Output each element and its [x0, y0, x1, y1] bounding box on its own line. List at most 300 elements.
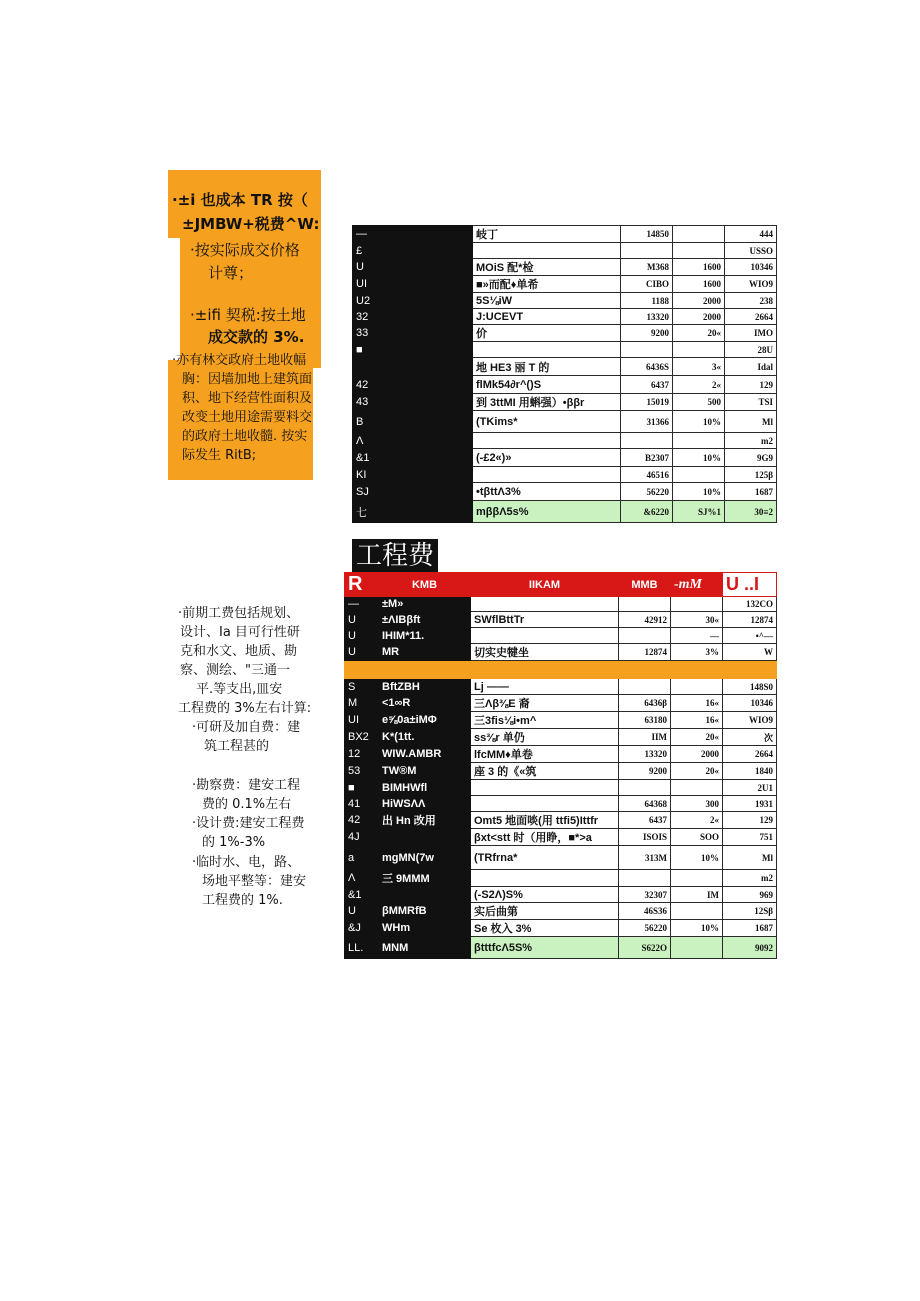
cell-n3: WIO9 — [725, 276, 777, 293]
table-row — [345, 937, 777, 959]
highlight-cell — [345, 661, 379, 679]
cell-c0: U2 — [353, 293, 389, 309]
cell-n2: 10% — [671, 846, 723, 870]
cell-n3: 次 — [723, 729, 777, 746]
cell-c2 — [473, 243, 621, 259]
cell-n2: 2000 — [673, 293, 725, 309]
cell-n2 — [671, 903, 723, 920]
table-row — [345, 870, 777, 887]
note-mid-b2a: ·勘察费：建安工程 — [192, 778, 301, 793]
cell-c2 — [471, 796, 619, 812]
cell-n1: 46S36 — [619, 903, 671, 920]
cell-c1: BIMHWfl — [379, 780, 471, 796]
cell-c2: mββΛ5s% — [473, 501, 621, 523]
cell-n2: 3% — [671, 644, 723, 661]
table-row — [345, 903, 777, 920]
cell-c0 — [353, 358, 389, 376]
note-item1-a: ·按实际成交价格 — [190, 241, 300, 259]
cell-n3: m2 — [725, 433, 777, 449]
cell-n1: 9200 — [619, 763, 671, 780]
cell-n3: 10346 — [723, 695, 777, 712]
cell-c2: 切实史犍坐 — [471, 644, 619, 661]
cell-n1: IIM — [619, 729, 671, 746]
note-item3-b: 胸：因墙加地上建筑面 — [182, 372, 313, 387]
table-row — [345, 679, 777, 695]
table-row — [345, 612, 777, 628]
cell-c1 — [389, 293, 473, 309]
cell-n1: 13320 — [621, 309, 673, 325]
cell-c2: 价 — [473, 325, 621, 342]
cell-c1 — [389, 276, 473, 293]
cell-c1: <1∞R — [379, 695, 471, 712]
table-row — [353, 325, 777, 342]
table-row — [353, 376, 777, 394]
cell-c1 — [389, 259, 473, 276]
cell-c2: (-£2«)» — [473, 449, 621, 467]
cell-c0: a — [345, 846, 379, 870]
cell-n2: — — [671, 628, 723, 644]
cell-c0: U — [345, 612, 379, 628]
cell-c0: UI — [353, 276, 389, 293]
cell-c0: 12 — [345, 746, 379, 763]
land-cost-table — [352, 225, 777, 523]
cell-c0: 43 — [353, 394, 389, 411]
cell-n3: USSO — [725, 243, 777, 259]
cell-c2 — [473, 467, 621, 483]
cell-c1 — [389, 358, 473, 376]
header-c2: IIKAM — [471, 573, 619, 597]
cell-n2 — [673, 342, 725, 358]
cell-c0: B — [353, 411, 389, 433]
table-row — [345, 920, 777, 937]
cell-c1: WHm — [379, 920, 471, 937]
cell-c0: UI — [345, 712, 379, 729]
cell-n3: 10346 — [725, 259, 777, 276]
header-n3: U ..I — [723, 573, 777, 597]
cell-n3: 2664 — [723, 746, 777, 763]
note-box-notch — [168, 238, 180, 360]
table-row — [345, 729, 777, 746]
cell-c2: 实后曲第 — [471, 903, 619, 920]
note-line1: ·±i 也成本 TR 按（ — [172, 191, 308, 209]
cell-c1: MR — [379, 644, 471, 661]
cell-c1 — [389, 394, 473, 411]
header-c1: KMB — [379, 573, 471, 597]
cell-n2 — [671, 780, 723, 796]
note-mid-b4a: ·临时水、电，路、 — [192, 855, 301, 870]
cell-n2: 2000 — [671, 746, 723, 763]
cell-n3: 1687 — [725, 483, 777, 501]
cell-c1: IHIM*11. — [379, 628, 471, 644]
cell-c2: lfcMM♦单卷 — [471, 746, 619, 763]
cell-c2: 到 3ttMI 用蝌强）•ββr — [473, 394, 621, 411]
cell-c2 — [471, 597, 619, 612]
cell-c2: J:UCEVT — [473, 309, 621, 325]
cell-n2 — [671, 937, 723, 959]
cell-n1 — [619, 870, 671, 887]
cell-n2: 2000 — [673, 309, 725, 325]
cell-c2: MOiS 配*检 — [473, 259, 621, 276]
highlight-cell — [619, 661, 671, 679]
table-row — [353, 226, 777, 243]
note-item3-c: 积、地下经营性面积及 — [182, 391, 313, 406]
cell-c1: 出 Hn 改用 — [379, 812, 471, 829]
cell-c2: ■»而配♦单希 — [473, 276, 621, 293]
cell-c2: (TRfrna* — [471, 846, 619, 870]
table-row — [353, 309, 777, 325]
table-row — [345, 887, 777, 903]
cell-n3: Idal — [725, 358, 777, 376]
cell-c1 — [389, 376, 473, 394]
cell-c1 — [389, 483, 473, 501]
cell-c1: e⅝0a±iMΦ — [379, 712, 471, 729]
table-row — [353, 293, 777, 309]
cell-n1: 42912 — [619, 612, 671, 628]
cell-n3: 1687 — [723, 920, 777, 937]
cell-n2 — [671, 679, 723, 695]
cell-n3: 148S0 — [723, 679, 777, 695]
cell-n1: 6436β — [619, 695, 671, 712]
cell-n2: SOO — [671, 829, 723, 846]
table-row — [353, 467, 777, 483]
cell-n3: 129 — [725, 376, 777, 394]
cell-n1: 6436S — [621, 358, 673, 376]
cell-c0: Λ — [353, 433, 389, 449]
cell-n2: 20« — [673, 325, 725, 342]
cell-c0: 41 — [345, 796, 379, 812]
note-mid-p1: ·前期工费包括规划、 — [178, 606, 300, 621]
cell-c1 — [389, 342, 473, 358]
cell-c0: U — [345, 903, 379, 920]
note-box-notch-right — [313, 368, 321, 480]
cell-n1: 63180 — [619, 712, 671, 729]
cell-c2: (TKims* — [473, 411, 621, 433]
cell-c0: LL. — [345, 937, 379, 959]
cell-n2: SJ%1 — [673, 501, 725, 523]
cell-n3: W — [723, 644, 777, 661]
cell-n2: 2« — [671, 812, 723, 829]
cell-n2: 300 — [671, 796, 723, 812]
highlight-cell — [379, 661, 471, 679]
cell-c2: 岐丁 — [473, 226, 621, 243]
cell-c2: (-S2Λ)S% — [471, 887, 619, 903]
cell-n3: Ml — [723, 846, 777, 870]
note-mid-b3b: 的 1%-3% — [202, 835, 266, 850]
table-row — [353, 276, 777, 293]
cell-c2: 5S⅛iW — [473, 293, 621, 309]
cell-n1: &6220 — [621, 501, 673, 523]
cell-c1 — [389, 467, 473, 483]
table-row — [345, 829, 777, 846]
cell-n2: 500 — [673, 394, 725, 411]
cell-c0: ■ — [345, 780, 379, 796]
table-row — [353, 483, 777, 501]
cell-n2 — [673, 467, 725, 483]
cell-c1 — [389, 309, 473, 325]
cell-n2: 30« — [671, 612, 723, 628]
cell-n1: 15019 — [621, 394, 673, 411]
cell-c0: BX2 — [345, 729, 379, 746]
cell-c1: 三 9MMM — [379, 870, 471, 887]
cell-c2 — [471, 628, 619, 644]
cell-c1 — [389, 449, 473, 467]
cell-n2 — [673, 243, 725, 259]
cell-c0: 53 — [345, 763, 379, 780]
cell-n1: 32307 — [619, 887, 671, 903]
cell-n1 — [619, 780, 671, 796]
cell-n1: 13320 — [619, 746, 671, 763]
cell-n2 — [671, 597, 723, 612]
cell-n3: 125β — [725, 467, 777, 483]
cell-n2: 20« — [671, 763, 723, 780]
cell-n3: 1931 — [723, 796, 777, 812]
cell-c2: 三Λβ⅜E 裔 — [471, 695, 619, 712]
cell-n1: 64368 — [619, 796, 671, 812]
cell-c0: ■ — [353, 342, 389, 358]
cell-c0: — — [345, 597, 379, 612]
cell-n3: 1840 — [723, 763, 777, 780]
table-row — [353, 501, 777, 523]
cell-c0: SJ — [353, 483, 389, 501]
note-mid-b1a: ·可研及加自费：建 — [192, 720, 301, 735]
header-n1: MMB — [619, 573, 671, 597]
cell-n1 — [619, 628, 671, 644]
cell-n1: 56220 — [619, 920, 671, 937]
cell-c1 — [389, 411, 473, 433]
cell-n2: 10% — [673, 483, 725, 501]
cell-c2: Lj —— — [471, 679, 619, 695]
cell-c0: U — [345, 628, 379, 644]
cell-c1: ±M» — [379, 597, 471, 612]
table-row — [345, 763, 777, 780]
cell-n1: 14850 — [621, 226, 673, 243]
cell-n2: IM — [671, 887, 723, 903]
note-mid-b1b: 筑工程甚的 — [204, 739, 270, 754]
cell-n2: 1600 — [673, 259, 725, 276]
note-mid-b3a: ·设计费:建安工程费 — [192, 816, 305, 831]
table-row — [345, 812, 777, 829]
table-row — [353, 243, 777, 259]
cell-c2: 地 HE3 丽 T 的 — [473, 358, 621, 376]
cell-n1: 46516 — [621, 467, 673, 483]
cell-c0: 32 — [353, 309, 389, 325]
cell-n1: ISOIS — [619, 829, 671, 846]
note-item1-b: 计尊； — [208, 264, 254, 282]
table-header-row — [345, 573, 777, 597]
cell-n1: S622O — [619, 937, 671, 959]
table-row — [353, 358, 777, 376]
cell-n3: 28U — [725, 342, 777, 358]
cell-c2: Se 枚入 3% — [471, 920, 619, 937]
cell-n2: 10% — [673, 449, 725, 467]
cell-c0: U — [353, 259, 389, 276]
table-row — [353, 259, 777, 276]
cell-c0: 4J — [345, 829, 379, 846]
table-row — [353, 449, 777, 467]
cell-c2: flMk54∂r^()S — [473, 376, 621, 394]
note-mid-b4b: 场地平整等：建安 — [202, 874, 307, 889]
cell-n3: 12874 — [723, 612, 777, 628]
cell-c1: ±ΛIBβft — [379, 612, 471, 628]
cell-n2: 16« — [671, 712, 723, 729]
note-mid-b2b: 费的 0.1%左右 — [202, 797, 292, 812]
cell-c1 — [389, 501, 473, 523]
cell-n3: 12Sβ — [723, 903, 777, 920]
cell-c2 — [471, 780, 619, 796]
table-row — [353, 342, 777, 358]
cell-c2: βxt<stt 时（用睁，■*>a — [471, 829, 619, 846]
cell-n3: 30≡2 — [725, 501, 777, 523]
cell-n1: B2307 — [621, 449, 673, 467]
note-item3-a: ·亦有林交政府土地收幅 — [172, 353, 307, 368]
cell-n1 — [621, 342, 673, 358]
cell-n3: 132CO — [723, 597, 777, 612]
cell-c0: 42 — [345, 812, 379, 829]
table-row — [345, 712, 777, 729]
cell-n2: 1600 — [673, 276, 725, 293]
table-row — [345, 796, 777, 812]
cell-c0: &J — [345, 920, 379, 937]
highlight-cell — [671, 661, 723, 679]
note-mid-b4c: 工程费的 1%. — [202, 893, 283, 908]
cell-n3: 2U1 — [723, 780, 777, 796]
cell-n1: 1188 — [621, 293, 673, 309]
header-c0: R — [345, 573, 379, 597]
table-row — [345, 846, 777, 870]
note-line2: ±JMBW+税费^W: — [182, 215, 320, 233]
cell-c0: &1 — [353, 449, 389, 467]
cell-n1 — [621, 243, 673, 259]
cell-c2: Omt5 地面啖(用 ttfi5)Ittfr — [471, 812, 619, 829]
cell-c1 — [389, 243, 473, 259]
cell-n1: CIBO — [621, 276, 673, 293]
cell-c0: M — [345, 695, 379, 712]
note-mid-p4: 察、测绘、"三通一 — [180, 663, 290, 678]
note-item2-b: 成交款的 3%. — [208, 328, 305, 346]
highlight-row — [345, 661, 777, 679]
cell-n3: m2 — [723, 870, 777, 887]
cell-c1: TW®M — [379, 763, 471, 780]
cell-n3: 969 — [723, 887, 777, 903]
cell-n2 — [671, 870, 723, 887]
cell-c0: 33 — [353, 325, 389, 342]
cell-c0: £ — [353, 243, 389, 259]
cell-n2: 20« — [671, 729, 723, 746]
cell-n3: •^— — [723, 628, 777, 644]
cell-c1: BftZBH — [379, 679, 471, 695]
cell-c2 — [473, 342, 621, 358]
cell-n3: 9092 — [723, 937, 777, 959]
cell-n2 — [673, 433, 725, 449]
cell-n3: 2664 — [725, 309, 777, 325]
table-row — [353, 394, 777, 411]
cell-n3: 751 — [723, 829, 777, 846]
cell-n2: 10% — [673, 411, 725, 433]
cell-n2 — [673, 226, 725, 243]
cell-c1 — [379, 829, 471, 846]
cell-n1: M368 — [621, 259, 673, 276]
cell-n1: 313M — [619, 846, 671, 870]
note-mid-p5: 平.等支出,皿安 — [196, 682, 283, 697]
cell-n2: 16« — [671, 695, 723, 712]
cell-n3: 444 — [725, 226, 777, 243]
cell-n3: TSI — [725, 394, 777, 411]
cell-c1: HiWSΛΛ — [379, 796, 471, 812]
cell-c1: MNM — [379, 937, 471, 959]
cell-c2 — [473, 433, 621, 449]
cell-c2: •tβttΛ3% — [473, 483, 621, 501]
note-item3-e: 的政府土地收髓. 按实 — [182, 429, 308, 444]
cell-n1: 6437 — [621, 376, 673, 394]
note-item3-d: 改变土地用途需要料交 — [182, 410, 313, 425]
cell-n1: 56220 — [621, 483, 673, 501]
cell-c1 — [389, 325, 473, 342]
cell-c1: WIW.AMBR — [379, 746, 471, 763]
note-item2-a: ·±ifi 契税:按土地 — [190, 306, 306, 324]
cell-c2: SWflBttTr — [471, 612, 619, 628]
cell-c1 — [379, 887, 471, 903]
cell-c0: Λ — [345, 870, 379, 887]
note-item3-f: 际发生 RitB; — [182, 448, 257, 463]
cell-n3: IMO — [725, 325, 777, 342]
highlight-cell — [723, 661, 777, 679]
cell-n1: 31366 — [621, 411, 673, 433]
cell-n1: 9200 — [621, 325, 673, 342]
cell-n2: 2« — [673, 376, 725, 394]
cell-n1 — [619, 597, 671, 612]
cell-n1: 12874 — [619, 644, 671, 661]
cell-n2: 10% — [671, 920, 723, 937]
table-row — [353, 411, 777, 433]
cell-n3: WIO9 — [723, 712, 777, 729]
cell-c2: 座 3 的《«筑 — [471, 763, 619, 780]
cell-c0: 七 — [353, 501, 389, 523]
engineering-cost-table — [344, 572, 777, 959]
cell-n1 — [621, 433, 673, 449]
cell-c1: K*(1tt. — [379, 729, 471, 746]
table-row — [345, 695, 777, 712]
cell-c2: ss⅜r 单仍 — [471, 729, 619, 746]
cell-c0: &1 — [345, 887, 379, 903]
note-header — [168, 170, 321, 238]
cell-c1 — [389, 226, 473, 243]
cell-n1: 6437 — [619, 812, 671, 829]
note-mid-p2: 设计、Ia 目可行性研 — [180, 625, 300, 640]
cell-n3: 9G9 — [725, 449, 777, 467]
note-mid-p3: 克和水文、地质、勘 — [180, 644, 298, 659]
cell-n3: 129 — [723, 812, 777, 829]
cell-c0: KI — [353, 467, 389, 483]
highlight-cell — [471, 661, 619, 679]
cell-c1 — [389, 433, 473, 449]
table-row — [345, 780, 777, 796]
table-row — [353, 433, 777, 449]
cell-c2: βtttfcΛ5S% — [471, 937, 619, 959]
cell-c2 — [471, 870, 619, 887]
table-row — [345, 746, 777, 763]
cell-n3: Ml — [725, 411, 777, 433]
cell-c0: U — [345, 644, 379, 661]
cell-n2: 3« — [673, 358, 725, 376]
note-mid-p6: 工程费的 3%左右计算: — [178, 701, 312, 716]
cell-c1: βMMRfB — [379, 903, 471, 920]
table-row — [345, 597, 777, 612]
cell-n1 — [619, 679, 671, 695]
cell-c1: mgMN(7w — [379, 846, 471, 870]
cell-c0: — — [353, 226, 389, 243]
table-row — [345, 644, 777, 661]
cell-c2: 三3fis⅛i•m^ — [471, 712, 619, 729]
